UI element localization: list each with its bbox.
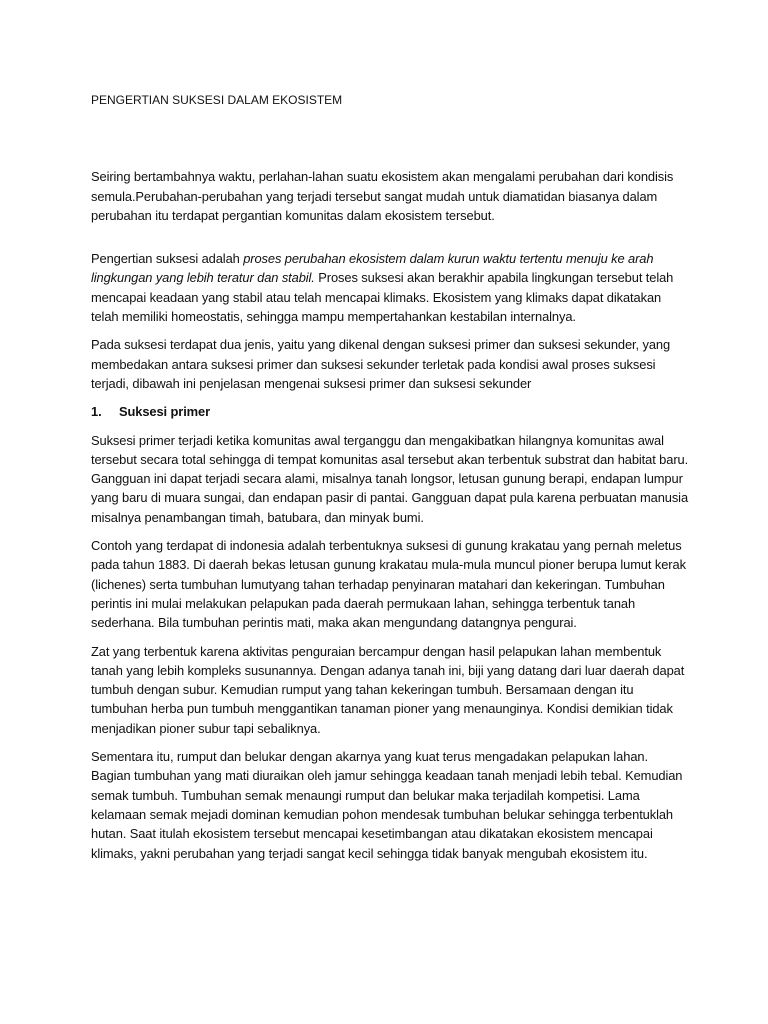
primer-paragraph-4: Sementara itu, rumput dan belukar dengan akarnya yang kuat terus mengadakan pelapukan lahan. Bagian tumbuhan yang mati diuraikan oleh jamur sehingga keadaan tanah menjadi lebih tebal. Kemudian semak tumbuh. Tumbuhan semak menaungi rumput dan belukar maka terjadilah kompetisi. Lama kelamaan semak mejadi dominan kemudian pohon mendesak tumbuhan belukar sehingga terbentuklah hutan. Saat itulah ekosistem tersebut mencapai kesetimbangan atau dikatakan ekosistem mencapai klimaks, yakni perubahan yang terjadi sangat kecil sehingga tidak banyak mengubah ekosistem itu. xyxy=(91,749,683,861)
section-heading-primer xyxy=(91,402,689,421)
definition-lead: Pengertian suksesi adalah xyxy=(91,251,244,267)
section-title: Suksesi primer xyxy=(119,404,211,420)
primer-paragraph-2: Contoh yang terdapat di indonesia adalah terbentuknya suksesi di gunung krakatau yang pernah meletus pada tahun 1883. Di daerah bekas letusan gunung krakatau mula-mula muncul pioner berupa lumut kerak (lichenes) serta tumbuhan lumutyang tahan terhadap penyinaran matahari dan kekeringan. Tumbuhan perintis ini mulai melakukan pelapukan pada daerah permukaan lahan, sehingga terbentuk tanah sederhana. Bila tumbuhan perintis mati, maka akan mengundang datangnya pengurai. xyxy=(91,538,686,631)
primer-paragraph-1: Suksesi primer terjadi ketika komunitas awal terganggu dan mengakibatkan hilangnya komunitas awal tersebut secara total sehingga di tempat komunitas asal tersebut akan terbentuk substrat dan habitat baru. Gangguan ini dapat terjadi secara alami, misalnya tanah longsor, letusan gunung berapi, endapan lumpur yang baru di muara sungai, dan endapan pasir di pantai. Gangguan dapat pula karena perbuatan manusia misalnya penambangan timah, batubara, dan minyak bumi. xyxy=(91,432,689,525)
document-title: PENGERTIAN SUKSESI DALAM EKOSISTEM xyxy=(91,93,343,107)
types-paragraph: Pada suksesi terdapat dua jenis, yaitu yang dikenal dengan suksesi primer dan suksesi sekunder, yang membedakan antara suksesi primer dan suksesi sekunder terletak pada kondisi awal proses suksesi terjadi, dibawah ini penjelasan mengenai suksesi primer dan suksesi sekunder xyxy=(91,337,671,391)
section-number: 1. xyxy=(91,404,102,420)
primer-paragraph-3: Zat yang terbentuk karena aktivitas penguraian bercampur dengan hasil pelapukan lahan membentuk tanah yang lebih kompleks susunannya. Dengan adanya tanah ini, biji yang datang dari luar daerah dapat tumbuh dengan subur. Kemudian rumput yang tahan kekeringan tumbuh. Bersamaan dengan itu tumbuhan herba pun tumbuh menggantikan tanaman pioner yang menaunginya. Kondisi demikian tidak menjadikan pioner subur tapi sebaliknya. xyxy=(91,643,685,736)
document-body xyxy=(91,91,689,872)
intro-paragraph: Seiring bertambahnya waktu, perlahan-lahan suatu ekosistem akan mengalami perubahan dari kondisis semula.Perubahan-perubahan yang terjadi tersebut sangat mudah untuk diamatidan biasanya dalam perubahan itu terdapat pergantian komunitas dalam ekosistem tersebut. xyxy=(91,169,674,223)
definition-paragraph xyxy=(91,249,689,326)
definition-rest: Proses suksesi akan berakhir apabila lingkungan tersebut telah mencapai keadaan yang stabil atau telah mencapai klimaks. Ekosistem yang klimaks dapat dikatakan telah memiliki homeostatis, sehingga mampu mempertahankan kestabilan internalnya. xyxy=(91,270,674,325)
definition-emphasis: proses perubahan ekosistem dalam kurun waktu tertentu menuju ke arah lingkungan yang lebih teratur dan stabil. xyxy=(91,251,654,286)
